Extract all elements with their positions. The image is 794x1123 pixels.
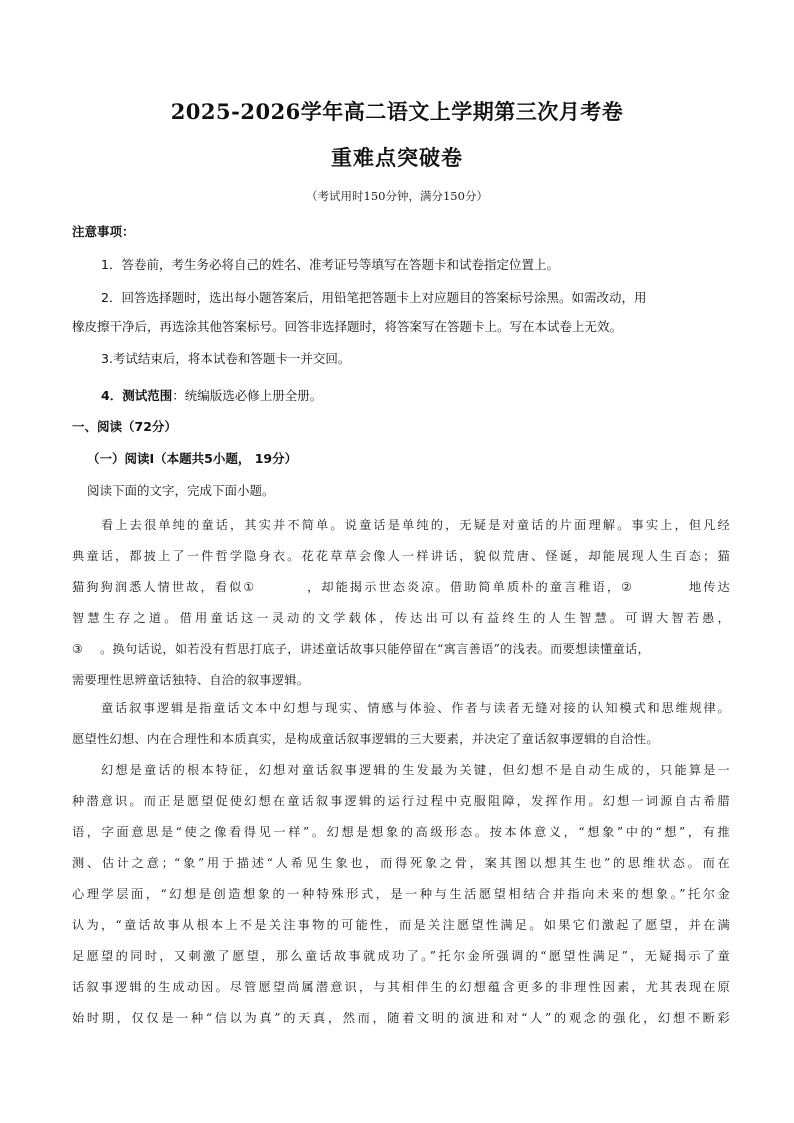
passage-line: 心理学层面，“幻想是创造想象的一种特殊形式，是一种与生活愿望相结合并指向未来的想象。”托尔金 <box>72 887 730 901</box>
notice-item-2-line-2: 橡皮擦干净后，再选涂其他答案标号。回答非选择题时，将答案写在答题卡上。写在本试卷上无效。 <box>72 319 623 334</box>
passage-line <box>72 572 730 603</box>
passage-text: 。换句话说，如若没有哲思打底子，讲述童话故事只能停留在“寓言善语”的浅表。而要想读懂童话， <box>100 642 651 656</box>
passage-line: 测、估计之意；“象”用于描述“人希见生象也，而得死象之骨，案其图以想其生也”的思维状态。而在 <box>72 856 730 870</box>
passage-paragraph-1 <box>72 510 730 696</box>
notice-item-1: 1．答卷前，考生务必将自己的姓名、准考证号等填写在答题卡和试卷指定位置上。 <box>101 257 559 272</box>
passage-text: 猫狗狗润悉人情世故，看似 <box>72 580 244 594</box>
page-title: 2025-2026学年高二语文上学期第三次月考卷 <box>170 99 624 124</box>
passage-line: 看上去很单纯的童话，其实并不简单。说童话是单纯的，无疑是对童话的片面理解。事实上，但凡经 <box>101 518 730 532</box>
test-scope-text: ：统编版选必修上册全册。 <box>172 388 323 403</box>
notice-item-2-line-1: 2．回答选择题时，选出每小题答案后，用铅笔把答题卡上对应题目的答案标号涂黑。如需改动，用 <box>101 290 647 305</box>
blank-1: ① <box>243 572 305 603</box>
passage-paragraph-3 <box>72 755 730 1034</box>
section-heading: 一、阅读（72分） <box>72 419 177 434</box>
notice-heading: 注意事项： <box>72 224 135 239</box>
passage-text: ，却能揭示世态炎凉。借助简单质朴的童言稚语， <box>305 580 622 594</box>
passage-line: 始时期，仅仅是一种“信以为真”的天真，然而，随着文明的演进和对“人”的观念的强化，幻想不断彩 <box>72 1011 730 1025</box>
exam-duration-note: （考试用时150分钟，满分150分） <box>306 189 488 203</box>
test-scope-label: 4．测试范围 <box>101 388 173 403</box>
reading-instruction: 阅读下面的文字，完成下面小题。 <box>87 483 275 498</box>
blank-3: ③ <box>72 634 100 665</box>
notice-item-3: 3.考试结束后，将本试卷和答题卡一并交回。 <box>101 351 351 366</box>
section-sub-heading: （一）阅读Ⅰ（本题共5小题， 19分） <box>87 451 298 466</box>
passage-line: 足愿望的同时，又刺激了愿望，那么童话故事就成功了。”托尔金所强调的“愿望性满足”，无疑揭示了童 <box>72 949 730 963</box>
passage-line: 幻想是童话的根本特征，幻想对童话叙事逻辑的生发最为关键，但幻想不是自动生成的，只能算是一 <box>101 763 730 777</box>
passage-line: 需要理性思辨童话独特、自洽的叙事逻辑。 <box>72 673 310 687</box>
blank-2: ② <box>621 572 687 603</box>
passage-paragraph-2 <box>72 693 730 755</box>
passage-line: 认为，“童话故事从根本上不是关注事物的可能性，而是关注愿望性满足。如果它们激起了愿望，并在满 <box>72 918 730 932</box>
passage-line: 智慧生存之道。借用童话这一灵动的文学载体，传达出可以有益终生的人生智慧。可谓大智若愚， <box>72 611 730 625</box>
passage-text: 地传达 <box>687 580 730 594</box>
page-subtitle: 重难点突破卷 <box>331 145 463 170</box>
passage-line: 话叙事逻辑的生成动因。尽管愿望尚属潜意识，与其相伴生的幻想蕴含更多的非理性因素，尤其表现在原 <box>72 980 730 994</box>
passage-line: 愿望性幻想、内在合理性和本质真实，是构成童话叙事逻辑的三大要素，并决定了童话叙事逻辑的自洽性。 <box>72 732 659 746</box>
passage-line <box>72 634 730 665</box>
passage-line: 典童话，都披上了一件哲学隐身衣。花花草草会像人一样讲话，貌似荒唐、怪诞，却能展现人生百态；猫 <box>72 549 730 563</box>
passage-line: 种潜意识。而正是愿望促使幻想在童话叙事逻辑的运行过程中克服阻障，发挥作用。幻想一词源自古希腊 <box>72 794 730 808</box>
passage-line: 童话叙事逻辑是指童话文本中幻想与现实、情感与体验、作者与读者无缝对接的认知模式和思维规律。 <box>101 701 730 715</box>
passage-line: 语，字面意思是“使之像看得见一样”。幻想是想象的高级形态。按本体意义，“想象”中的“想”，有推 <box>72 825 730 839</box>
notice-item-4 <box>101 387 730 405</box>
